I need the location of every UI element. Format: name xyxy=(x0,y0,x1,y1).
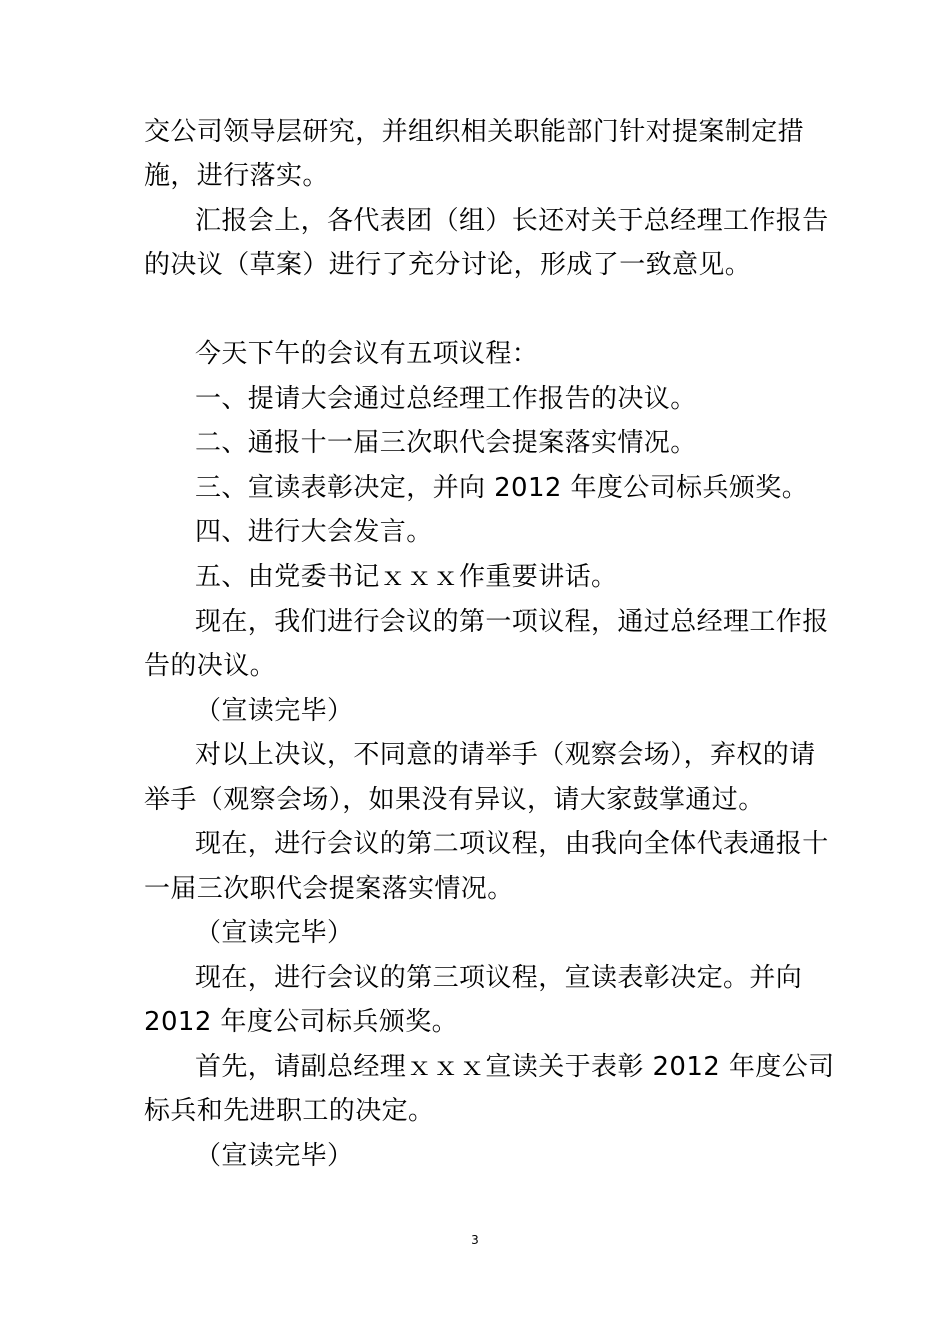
text-line: 标兵和先进职工的决定。 xyxy=(144,1096,435,1126)
text-line: 现在，进行会议的第三项议程，宣读表彰决定。并向 xyxy=(195,963,803,993)
text-line: 2012 年度公司标兵颁奖。 xyxy=(144,1007,459,1037)
text-line: 首先，请副总经理ｘｘｘ宣读关于表彰 2012 年度公司 xyxy=(195,1052,835,1082)
agenda-item: 五、由党委书记ｘｘｘ作重要讲话。 xyxy=(195,562,618,592)
agenda-item: 一、提请大会通过总经理工作报告的决议。 xyxy=(195,384,697,414)
text-line: 现在，我们进行会议的第一项议程，通过总经理工作报 xyxy=(195,607,829,637)
text-line: 施，进行落实。 xyxy=(144,161,329,191)
text-line: 汇报会上，各代表团（组）长还对关于总经理工作报告 xyxy=(195,206,829,236)
agenda-item: 二、通报十一届三次职代会提案落实情况。 xyxy=(195,428,697,458)
agenda-item: 四、进行大会发言。 xyxy=(195,517,433,547)
text-line: 一届三次职代会提案落实情况。 xyxy=(144,874,514,904)
text-line: 告的决议。 xyxy=(144,651,277,681)
text-line: 现在，进行会议的第二项议程，由我向全体代表通报十 xyxy=(195,829,829,859)
agenda-item: 三、宣读表彰决定，并向 2012 年度公司标兵颁奖。 xyxy=(195,473,809,503)
text-line: 对以上决议，不同意的请举手（观察会场），弃权的请 xyxy=(195,740,816,770)
text-line: 的决议（草案）进行了充分讨论，形成了一致意见。 xyxy=(144,250,752,280)
stage-direction: （宣读完毕） xyxy=(195,696,354,726)
page-number: 3 xyxy=(471,1233,479,1247)
stage-direction: （宣读完毕） xyxy=(195,918,354,948)
stage-direction: （宣读完毕） xyxy=(195,1141,354,1171)
text-line: 交公司领导层研究，并组织相关职能部门针对提案制定措 xyxy=(144,117,805,147)
text-line: 举手（观察会场），如果没有异议，请大家鼓掌通过。 xyxy=(144,785,765,815)
text-line: 今天下午的会议有五项议程： xyxy=(195,339,539,369)
